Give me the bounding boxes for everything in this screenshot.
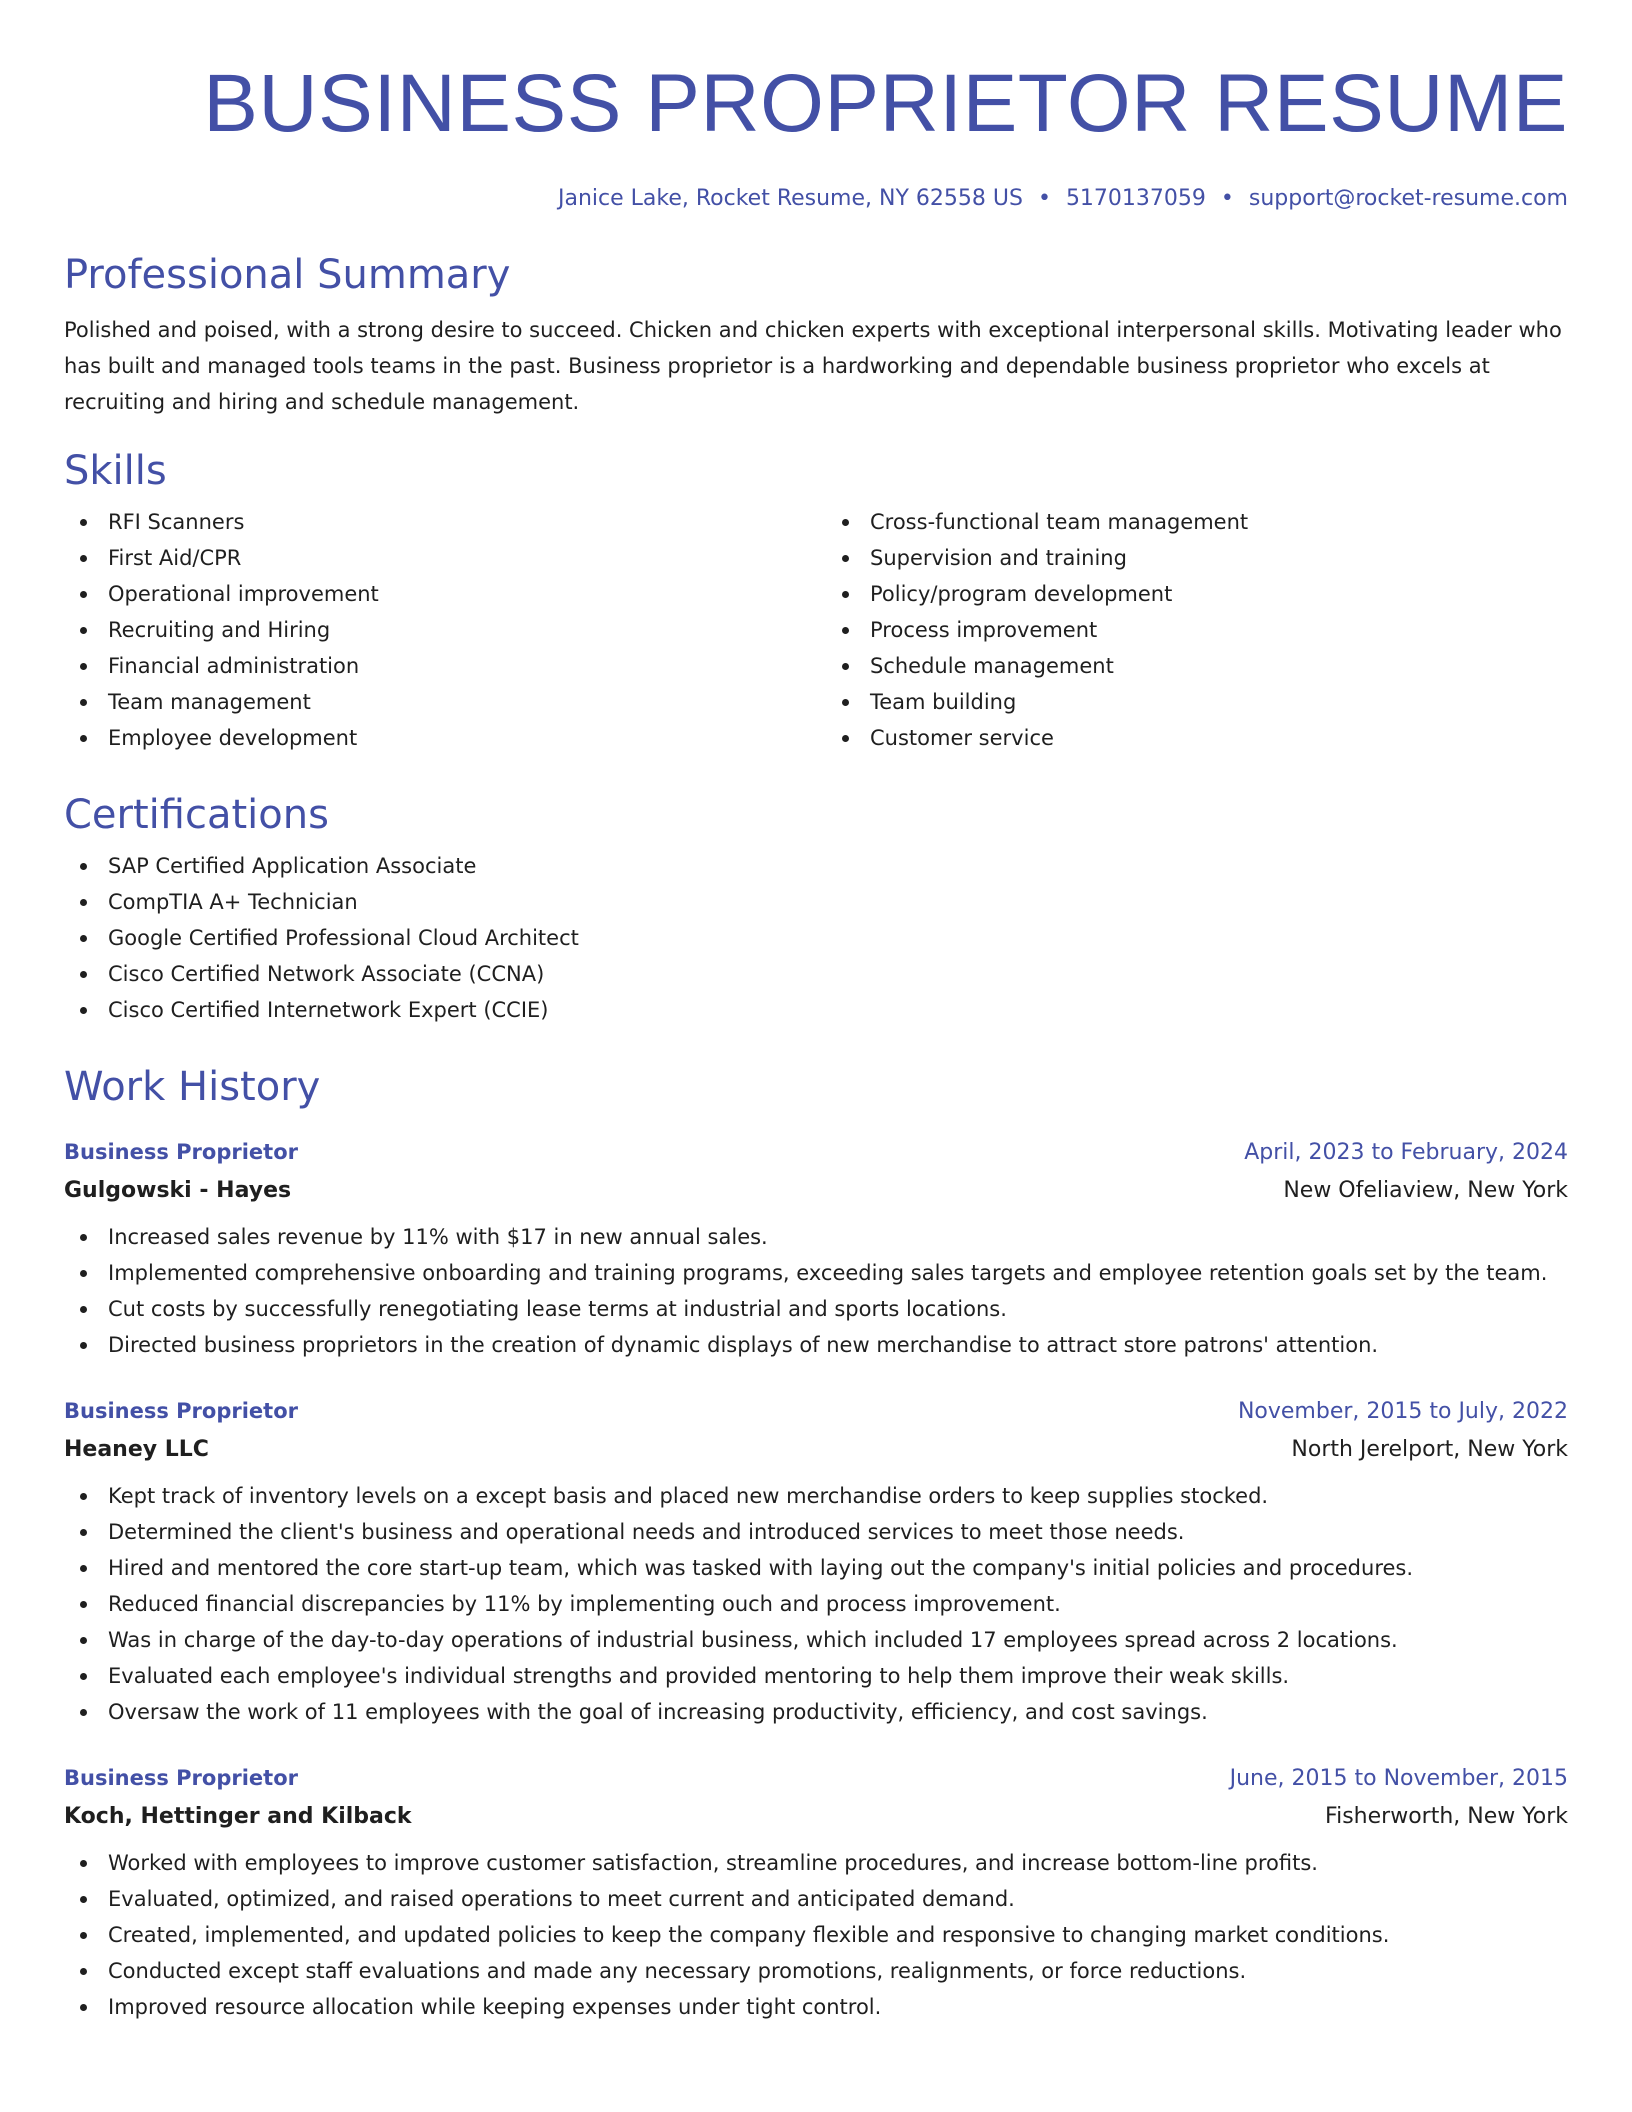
contact-line [64, 184, 1568, 214]
contact-separator: • [1220, 186, 1234, 211]
job-bullet: Directed business proprietors in the creation of dynamic displays of new merchandise to attract store patrons' attention. [64, 1327, 1568, 1363]
job-dates: November, 2015 to July, 2022 [1237, 1399, 1568, 1424]
professional-summary-section [64, 250, 1568, 420]
job-title: Business Proprietor [64, 1399, 298, 1423]
certification-item: Cisco Certified Internetwork Expert (CCIE) [64, 992, 1568, 1028]
job-company-row [64, 1430, 1568, 1470]
resume-header [64, 0, 1568, 214]
job-bullet: Conducted except staff evaluations and made any necessary promotions, realignments, or force reductions. [64, 1953, 1568, 1989]
job-location: North Jerelport, New York [1291, 1437, 1568, 1462]
job-company-row [64, 1171, 1568, 1211]
job-entry [64, 1134, 1568, 1363]
skill-item: Recruiting and Hiring [64, 612, 806, 648]
resume-title: BUSINESS PROPRIETOR RESUME [203, 58, 1568, 149]
skills-list-right [826, 504, 1568, 756]
skill-item: Process improvement [826, 612, 1568, 648]
skills-section [64, 446, 1568, 756]
section-heading-summary: Professional Summary [64, 252, 511, 298]
summary-text: Polished and poised, with a strong desire to succeed. Chicken and chicken experts with exceptional interpersonal skills. Motivating leader who has built and managed tools teams in the past. Business proprietor is a hardworking and dependable business proprietor who excels at recruiting and hiring and schedule management. [64, 318, 1562, 414]
job-bullet: Implemented comprehensive onboarding and training programs, exceeding sales targets and employee retention goals set by the team. [64, 1255, 1568, 1291]
certification-item: Cisco Certified Network Associate (CCNA) [64, 956, 1568, 992]
contact-address: Janice Lake, Rocket Resume, NY 62558 US [557, 186, 1023, 211]
certification-item: Google Certified Professional Cloud Architect [64, 920, 1568, 956]
job-bullets [64, 1219, 1568, 1363]
job-bullet: Increased sales revenue by 11% with $17 in new annual sales. [64, 1219, 1568, 1255]
job-bullet: Hired and mentored the core start-up team, which was tasked with laying out the company's initial policies and procedures. [64, 1550, 1568, 1586]
skill-item: Customer service [826, 720, 1568, 756]
contact-separator: • [1037, 186, 1051, 211]
job-title-row [64, 1760, 1568, 1797]
resume-page [64, 0, 1568, 2025]
skill-item: Cross-functional team management [826, 504, 1568, 540]
job-bullet: Was in charge of the day-to-day operations of industrial business, which included 17 employees spread across 2 locations. [64, 1622, 1568, 1658]
job-bullet: Evaluated, optimized, and raised operations to meet current and anticipated demand. [64, 1881, 1568, 1917]
contact-email: support@rocket-resume.com [1248, 186, 1568, 211]
work-history-section [64, 1062, 1568, 2025]
job-title: Business Proprietor [64, 1140, 298, 1164]
section-heading-certifications: Certifications [64, 792, 329, 838]
job-company-row [64, 1797, 1568, 1837]
skill-item: Supervision and training [826, 540, 1568, 576]
job-dates: April, 2023 to February, 2024 [1244, 1140, 1568, 1165]
certifications-section [64, 790, 1568, 1028]
job-bullet: Created, implemented, and updated policies to keep the company flexible and responsive to changing market conditions. [64, 1917, 1568, 1953]
job-bullets [64, 1478, 1568, 1730]
section-heading-skills: Skills [64, 448, 167, 494]
skill-item: First Aid/CPR [64, 540, 806, 576]
job-bullet: Cut costs by successfully renegotiating lease terms at industrial and sports locations. [64, 1291, 1568, 1327]
job-location: Fisherworth, New York [1325, 1804, 1568, 1829]
skill-item: Employee development [64, 720, 806, 756]
job-bullet: Improved resource allocation while keeping expenses under tight control. [64, 1989, 1568, 2025]
contact-phone: 5170137059 [1065, 186, 1206, 211]
skill-item: Operational improvement [64, 576, 806, 612]
job-entry [64, 1760, 1568, 2025]
job-bullets [64, 1845, 1568, 2025]
job-company: Koch, Hettinger and Kilback [64, 1804, 412, 1829]
certifications-list [64, 848, 1568, 1028]
job-bullet: Kept track of inventory levels on a except basis and placed new merchandise orders to keep supplies stocked. [64, 1478, 1568, 1514]
skill-item: Team building [826, 684, 1568, 720]
job-title-row [64, 1134, 1568, 1171]
job-title-row [64, 1393, 1568, 1430]
certification-item: SAP Certified Application Associate [64, 848, 1568, 884]
job-bullet: Oversaw the work of 11 employees with the goal of increasing productivity, efficiency, and cost savings. [64, 1694, 1568, 1730]
job-bullet: Worked with employees to improve customer satisfaction, streamline procedures, and increase bottom-line profits. [64, 1845, 1568, 1881]
skills-list-left [64, 504, 806, 756]
job-entry [64, 1393, 1568, 1730]
job-location: New Ofeliaview, New York [1283, 1178, 1568, 1203]
skills-grid [64, 504, 1568, 756]
skill-item: RFI Scanners [64, 504, 806, 540]
skill-item: Financial administration [64, 648, 806, 684]
certification-item: CompTIA A+ Technician [64, 884, 1568, 920]
job-bullet: Reduced financial discrepancies by 11% by implementing ouch and process improvement. [64, 1586, 1568, 1622]
job-title: Business Proprietor [64, 1766, 298, 1790]
job-company: Heaney LLC [64, 1437, 209, 1462]
job-bullet: Evaluated each employee's individual strengths and provided mentoring to help them improve their weak skills. [64, 1658, 1568, 1694]
job-company: Gulgowski - Hayes [64, 1178, 292, 1203]
skill-item: Schedule management [826, 648, 1568, 684]
skill-item: Team management [64, 684, 806, 720]
section-heading-work-history: Work History [64, 1064, 321, 1110]
job-dates: June, 2015 to November, 2015 [1229, 1766, 1568, 1791]
job-bullet: Determined the client's business and operational needs and introduced services to meet those needs. [64, 1514, 1568, 1550]
skill-item: Policy/program development [826, 576, 1568, 612]
